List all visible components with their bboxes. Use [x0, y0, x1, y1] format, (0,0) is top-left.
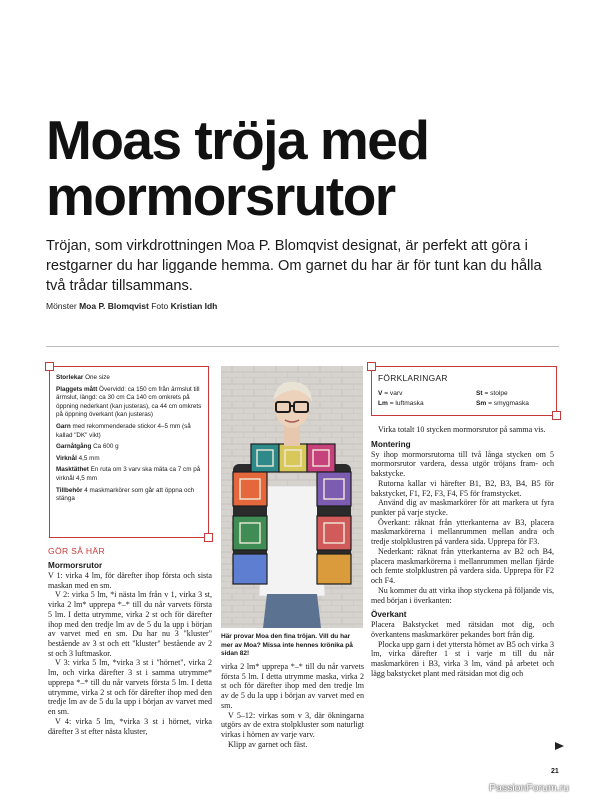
abbreviation-meaning: = varv	[384, 390, 403, 397]
spec-value: Ca 600 g	[93, 443, 119, 451]
spec-value: Övervidd: ca 150 cm från ärmslut till ärmslut, längd: ca 30 cm Ca 140 cm omkrets på öppning nederkant (kan justeras), ca 44 cm omkrets på öppning överkant (kan justeras)	[56, 385, 202, 419]
box-corner	[204, 533, 213, 542]
spec-label: Garnåtgång	[56, 443, 92, 451]
paragraph: V 3: virka 5 lm, *virka 3 st i "hörnet", virka 2 lm, och virka därefter 3 st i samma utrymme* upprepa *–* till du når varvets första 5 lm. I detta utrymme, virka 2 st och för därefter ihop med den tredje lm av de 5 du la upp i början av varvet med en sm.	[48, 658, 212, 717]
mormorsrutor-heading: Mormorsrutor	[48, 561, 103, 570]
abbreviation: Lm	[378, 400, 388, 407]
photo-illustration	[221, 366, 363, 628]
section-divider	[46, 346, 559, 347]
paragraph: Nu kommer du att virka ihop styckena på följande vis, med början i överkanten:	[371, 585, 554, 605]
paragraph: Sy ihop mormorsrutorna till två långa stycken om 5 mormorsrutor vardera, dessa utgör tröjans fram- och bakstycke.	[371, 449, 554, 479]
paragraph: virka 2 lm* upprepa *–* till du når varvets första 5 lm. I detta utrymme maska, virka 2 st och för därefter ihop med den tredje lm av de 5 du la upp i början av varvet med en sm.	[221, 662, 364, 710]
forklaringar-title: FÖRKLARINGAR	[378, 373, 448, 383]
forklaringar-box	[371, 366, 557, 416]
spec-value: En ruta om 3 varv ska mäta ca 7 cm på virknål 4,5 mm	[56, 466, 201, 482]
paragraph: Överkant: räknat från ytterkanterna av B3, placera maskmarkörerna i mellanrummen mellan andra och tredje stolpklustren på vardera sida. Upprepa för F3.	[371, 517, 554, 547]
page-number: 21	[551, 768, 559, 775]
abbreviation: Sm	[476, 400, 487, 407]
continue-arrow-icon	[555, 742, 564, 750]
spec-box	[49, 366, 209, 538]
abbreviation-item	[378, 400, 424, 407]
paragraph: Placera Bakstycket med rätsidan mot dig, och överkantens maskmarkörer pekandes bort från dig.	[371, 620, 554, 639]
box-corner	[552, 411, 561, 420]
paragraph: V 5–12: virkas som v 3, där ökningarna utgörs av de extra stolpkluster som naturligt virkas i hörnen av varje varv.	[221, 710, 364, 740]
spec-label: Storlekar	[56, 374, 84, 381]
column-3	[371, 425, 554, 679]
spec-label: Tillbehör	[56, 486, 83, 494]
spec-row	[56, 487, 208, 504]
paragraph: Rutorna kallar vi härefter B1, B2, B3, B4, B5 för bakstycket, F1, F2, F3, F4, F5 för framstycket.	[371, 478, 554, 498]
spec-label: Virknål	[56, 454, 77, 462]
abbreviation-item	[378, 390, 402, 397]
paragraph: Använd dig av maskmarkörer för att markera ut fyra punkter på varje stycke.	[371, 498, 554, 518]
paragraph: Klipp av garnet och fäst.	[228, 739, 308, 749]
article-photo	[221, 366, 363, 628]
paragraph: Virka totalt 10 stycken mormorsrutor på samma vis.	[378, 425, 546, 434]
column-2	[221, 662, 364, 749]
spec-row	[56, 466, 208, 483]
spec-row	[56, 386, 208, 420]
spec-list	[56, 374, 208, 507]
watermark: PassionForum.ru	[489, 782, 569, 794]
abbreviation-meaning: = luftmaska	[389, 400, 424, 407]
abbreviation-meaning: = smygmaska	[488, 400, 529, 407]
instructions-heading: GÖR SÅ HÄR	[48, 546, 105, 556]
article-title: Moas tröja med mormorsrutor	[46, 109, 429, 227]
abbreviation-meaning: = stolpe	[484, 390, 508, 397]
spec-value: 4 maskmarkörer som går att öppna och stänga	[56, 486, 195, 503]
box-corner	[367, 362, 376, 371]
paragraph: V 2: virka 5 lm, *i nästa lm från v 1, virka 3 st, virka 2 lm* upprepa *–* till du når varvets första 5 lm. I detta utrymme, virka 2 st och för därefter ihop med den tredje lm av de 5 du la upp i början av varvet med en sm. Du har nu 3 "kluster" bestående av 3 st och ett "kluster" bestående av 2 st och 3 luftmaskor.	[48, 590, 212, 658]
paragraph: V 4: virka 5 lm, *virka 3 st i hörnet, virka därefter 3 st efter nästa kluster,	[48, 716, 212, 736]
box-corner	[45, 362, 54, 371]
spec-row	[56, 455, 208, 464]
spec-row	[56, 423, 208, 440]
spec-value: One size	[85, 374, 110, 381]
credits-designer: Moa P. Blomqvist	[79, 301, 149, 311]
abbreviation: V	[378, 390, 383, 397]
photo-caption: Här provar Moa den fina tröjan. Vill du har mer av Moa? Missa inte hennes krönika på sidan 82!	[221, 633, 353, 657]
montering-heading: Montering	[371, 439, 411, 449]
credits-monster-label: Mönster	[46, 301, 77, 311]
column-1	[48, 561, 212, 736]
spec-label: Garn	[56, 422, 71, 430]
spec-value: 4,5 mm	[78, 454, 100, 462]
paragraph: Nederkant: räknat från ytterkanterna av B2 och B4, placera maskmarkörerna i mellanrummen mellan fjärde och femte stolpklustren på vardera sida. Upprepa för F2 och F4.	[371, 546, 554, 586]
abbreviation: St	[476, 390, 483, 397]
credits-line	[46, 301, 217, 311]
paragraph: Plocka upp garn i det yttersta hörnet av B5 och virka 3 lm, virka därefter 1 st i varje m till du når maskmarkören i B3, virka 3 lm, vänd på arbetet och lägg bakstycket plant med rätsidan mot dig och	[371, 639, 554, 678]
spec-label: Plaggets mått	[56, 385, 98, 393]
credits-photographer: Kristian Idh	[170, 301, 218, 311]
spec-row	[56, 374, 208, 383]
overkant-heading: Överkant	[371, 610, 407, 620]
abbreviation-item	[476, 400, 529, 407]
spec-value: med rekommenderade stickor 4–5 mm (så kallad "DK" vikt)	[56, 422, 191, 439]
spec-row	[56, 443, 208, 452]
credits-foto-label: Foto	[151, 301, 169, 311]
paragraph: V 1: virka 4 lm, för därefter ihop första och sista maskan med en sm.	[48, 571, 212, 590]
article-lede: Tröjan, som virkdrottningen Moa P. Blomqvist designat, är perfekt att göra i restgarner du har liggande hemma. Om garnet du har är för tunt kan du hålla två trådar tillsammans.	[46, 238, 542, 294]
abbreviation-item	[476, 390, 508, 397]
spec-label: Masktäthet	[56, 466, 89, 474]
